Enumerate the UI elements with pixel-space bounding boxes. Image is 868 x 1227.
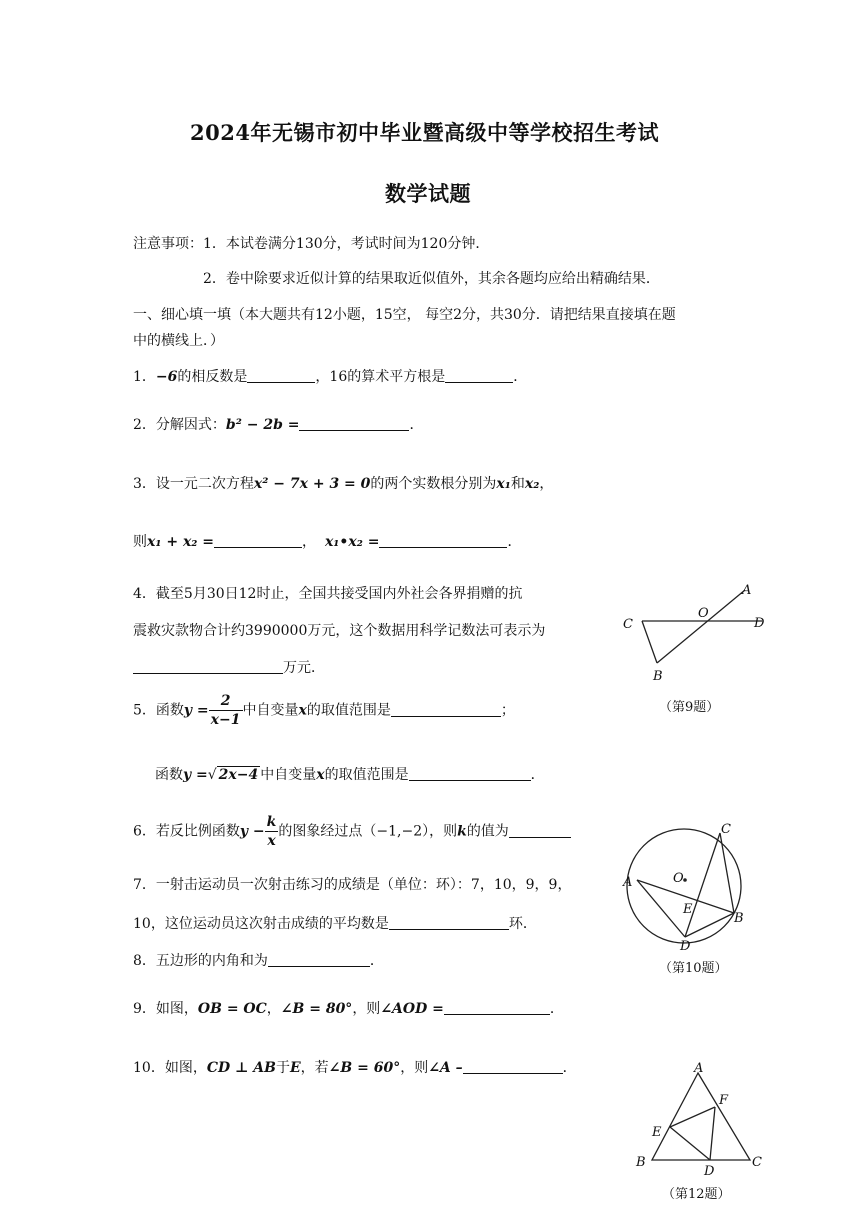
fig10-label-o: O (673, 871, 684, 886)
q5-y2: y = (183, 767, 208, 783)
fig10-label-b: B (734, 911, 744, 926)
q3-sum: x₁ + x₂ = (147, 534, 215, 550)
q10-point-e: E (290, 1060, 301, 1076)
question-3-line-2 (133, 531, 521, 551)
q6-answer-blank[interactable] (509, 823, 571, 838)
q7-unit: 环． (508, 916, 537, 932)
q3-product: x₁•x₂ = (324, 534, 380, 550)
q8-text: 8．五边形的内角和为 (133, 953, 268, 969)
q1-text-1: 的相反数是 (177, 369, 248, 385)
question-4-line-2: 震救灾款物合计约3990000万元，这个数据用科学记数法可表示为 (133, 623, 546, 639)
fig9-label-a: A (742, 583, 752, 598)
q5-l2-text-3: 的取值范围是 (324, 767, 409, 783)
q9-sep: ， (266, 1001, 281, 1017)
q10-answer-blank[interactable] (463, 1059, 563, 1074)
q5-text-3: 的取值范围是 (306, 702, 391, 719)
q5-text-1: 5．函数 (133, 702, 184, 719)
q3-x2: x₂ (524, 476, 540, 492)
q3-end: ． (507, 534, 522, 550)
question-8 (133, 950, 384, 970)
q1-number: 1． (133, 369, 156, 385)
q10-math-3: ∠A – (428, 1060, 463, 1076)
figure-12-diagram (630, 1058, 770, 1178)
question-4-line-1: 4．截至5月30日12时止，全国共接受国内外社会各界捐赠的抗 (133, 586, 523, 602)
q5-y: y = (183, 702, 209, 719)
figure-10-caption: （第10题） (659, 961, 728, 976)
notes-line-1 (133, 233, 489, 253)
q1-answer-blank-1[interactable] (247, 368, 315, 383)
q2-end: ． (409, 417, 424, 433)
question-6 (133, 813, 571, 850)
q10-math-1: CD ⊥ AB (206, 1060, 276, 1076)
q6-text-1: 6．若反比例函数 (133, 823, 240, 840)
q5-l2-text-2: 中自变量 (260, 767, 317, 783)
exam-subtitle: 数学试题 (385, 181, 471, 206)
q6-text-3: 的值为 (466, 823, 509, 840)
fig12-label-d: D (704, 1164, 715, 1178)
q5-denominator: x−1 (210, 712, 241, 728)
q3-text-1: 3．设一元二次方程 (133, 476, 254, 492)
exam-title: 2024年无锡市初中毕业暨高级中等学校招生考试 (190, 120, 659, 145)
q5-l2-text-1: 函数 (155, 767, 183, 783)
fig9-label-d: D (754, 616, 765, 631)
fig9-label-c: C (623, 617, 633, 632)
note-2: 2．卷中除要求近似计算的结果取近似值外，其余各题均应给出精确结果． (203, 271, 660, 287)
q3-comma: ， (539, 476, 554, 492)
q3-product-blank[interactable] (379, 533, 507, 548)
q6-denominator: x (267, 833, 276, 849)
q5-fraction (209, 692, 243, 729)
q5-radicand: 2x−4 (218, 767, 259, 783)
figure-9-diagram (612, 578, 772, 688)
q9-answer-blank[interactable] (444, 1000, 550, 1015)
q3-then: 则 (133, 534, 147, 550)
fig9-label-b: B (653, 669, 663, 684)
q5-semicolon: ； (500, 702, 515, 719)
q9-end: ． (549, 1001, 564, 1017)
q5-text-2: 中自变量 (242, 702, 299, 719)
q10-text-3: ，若 (300, 1060, 329, 1076)
q9-math-1: OB = OC (197, 1001, 267, 1017)
fig12-label-c: C (752, 1155, 762, 1170)
q8-end: ． (369, 953, 384, 969)
q6-k: k (457, 823, 467, 840)
question-2 (133, 414, 423, 434)
q7-text: 10，这位运动员这次射击成绩的平均数是 (133, 916, 389, 932)
q4-unit: 万元． (283, 660, 325, 676)
figure-10-diagram (617, 816, 757, 956)
q3-x1: x₁ (496, 476, 511, 492)
question-7-line-1: 7．一射击运动员一次射击练习的成绩是（单位：环）：7，10，9，9， (133, 877, 572, 893)
q9-text-2: ，则 (352, 1001, 381, 1017)
q2-math: b² − 2b = (225, 417, 300, 433)
fig9-label-o: O (698, 606, 709, 621)
fig12-label-b: B (636, 1155, 646, 1170)
section-header-line-1: 一、细心填一填（本大题共有12小题，15空， 每空2分，共30分．请把结果直接填在题 (133, 307, 676, 323)
q6-fraction (265, 813, 279, 850)
fig10-label-d: D (680, 939, 691, 954)
q1-end: ． (513, 369, 528, 385)
q4-answer-blank[interactable] (133, 659, 283, 674)
q3-text-2: 的两个实数根分别为 (370, 476, 497, 492)
q6-text-2: 的图象经过点（−1,−2），则 (278, 823, 458, 840)
q1-math: −6 (155, 369, 178, 385)
q5-l2-var: x (316, 767, 325, 783)
question-5-line-1 (133, 692, 515, 729)
q9-text-1: 9．如图， (133, 1001, 198, 1017)
q1-text-2: ，16的算术平方根是 (315, 369, 446, 385)
figure-9-caption: （第9题） (659, 700, 720, 715)
q5-answer-blank-2[interactable] (409, 766, 531, 781)
note-1: 1．本试卷满分130分，考试时间为120分钟． (203, 236, 490, 252)
fig12-label-f: F (719, 1093, 729, 1108)
q6-numerator: k (266, 814, 277, 830)
q10-text-2: 于 (276, 1060, 290, 1076)
q3-sum-blank[interactable] (214, 533, 302, 548)
q7-answer-blank[interactable] (389, 915, 509, 930)
q5-var: x (298, 702, 307, 719)
q10-end: ． (562, 1060, 577, 1076)
q10-text-4: ，则 (400, 1060, 429, 1076)
fig10-label-a: A (623, 875, 633, 890)
q5-answer-blank-1[interactable] (391, 702, 501, 717)
q5-numerator: 2 (209, 692, 243, 711)
q3-and: 和 (510, 476, 525, 492)
question-7-line-2 (133, 913, 537, 933)
q5-l2-end: ． (530, 767, 545, 783)
question-10 (133, 1057, 577, 1077)
question-1 (133, 366, 527, 386)
q3-sep: ， (302, 534, 317, 550)
q9-math-3: ∠AOD = (380, 1001, 444, 1017)
question-5-line-2: 函数y =√ 2x−4 中自变量x的取值范围是 ． (155, 767, 545, 783)
question-3-line-1 (133, 473, 553, 493)
section-header-line-2: 中的横线上．） (133, 333, 224, 349)
fig12-label-e: E (652, 1125, 662, 1140)
q10-text-1: 10．如图， (133, 1060, 207, 1076)
q1-answer-blank-2[interactable] (445, 368, 513, 383)
q10-math-2: ∠B = 60° (328, 1060, 401, 1076)
q2-text: 2．分解因式： (133, 417, 226, 433)
fig10-label-e: E (683, 902, 693, 917)
figure-12-caption: （第12题） (662, 1187, 731, 1202)
fig10-label-c: C (721, 822, 731, 837)
question-4-line-3 (133, 657, 325, 677)
question-9 (133, 998, 564, 1018)
q3-equation: x² − 7x + 3 = 0 (253, 476, 371, 492)
q2-answer-blank[interactable] (299, 416, 409, 431)
q6-y: y − (239, 823, 265, 840)
notes-prefix: 注意事项： (133, 236, 203, 252)
q8-answer-blank[interactable] (268, 952, 370, 967)
q9-math-2: ∠B = 80° (280, 1001, 353, 1017)
fig12-label-a: A (694, 1061, 704, 1076)
